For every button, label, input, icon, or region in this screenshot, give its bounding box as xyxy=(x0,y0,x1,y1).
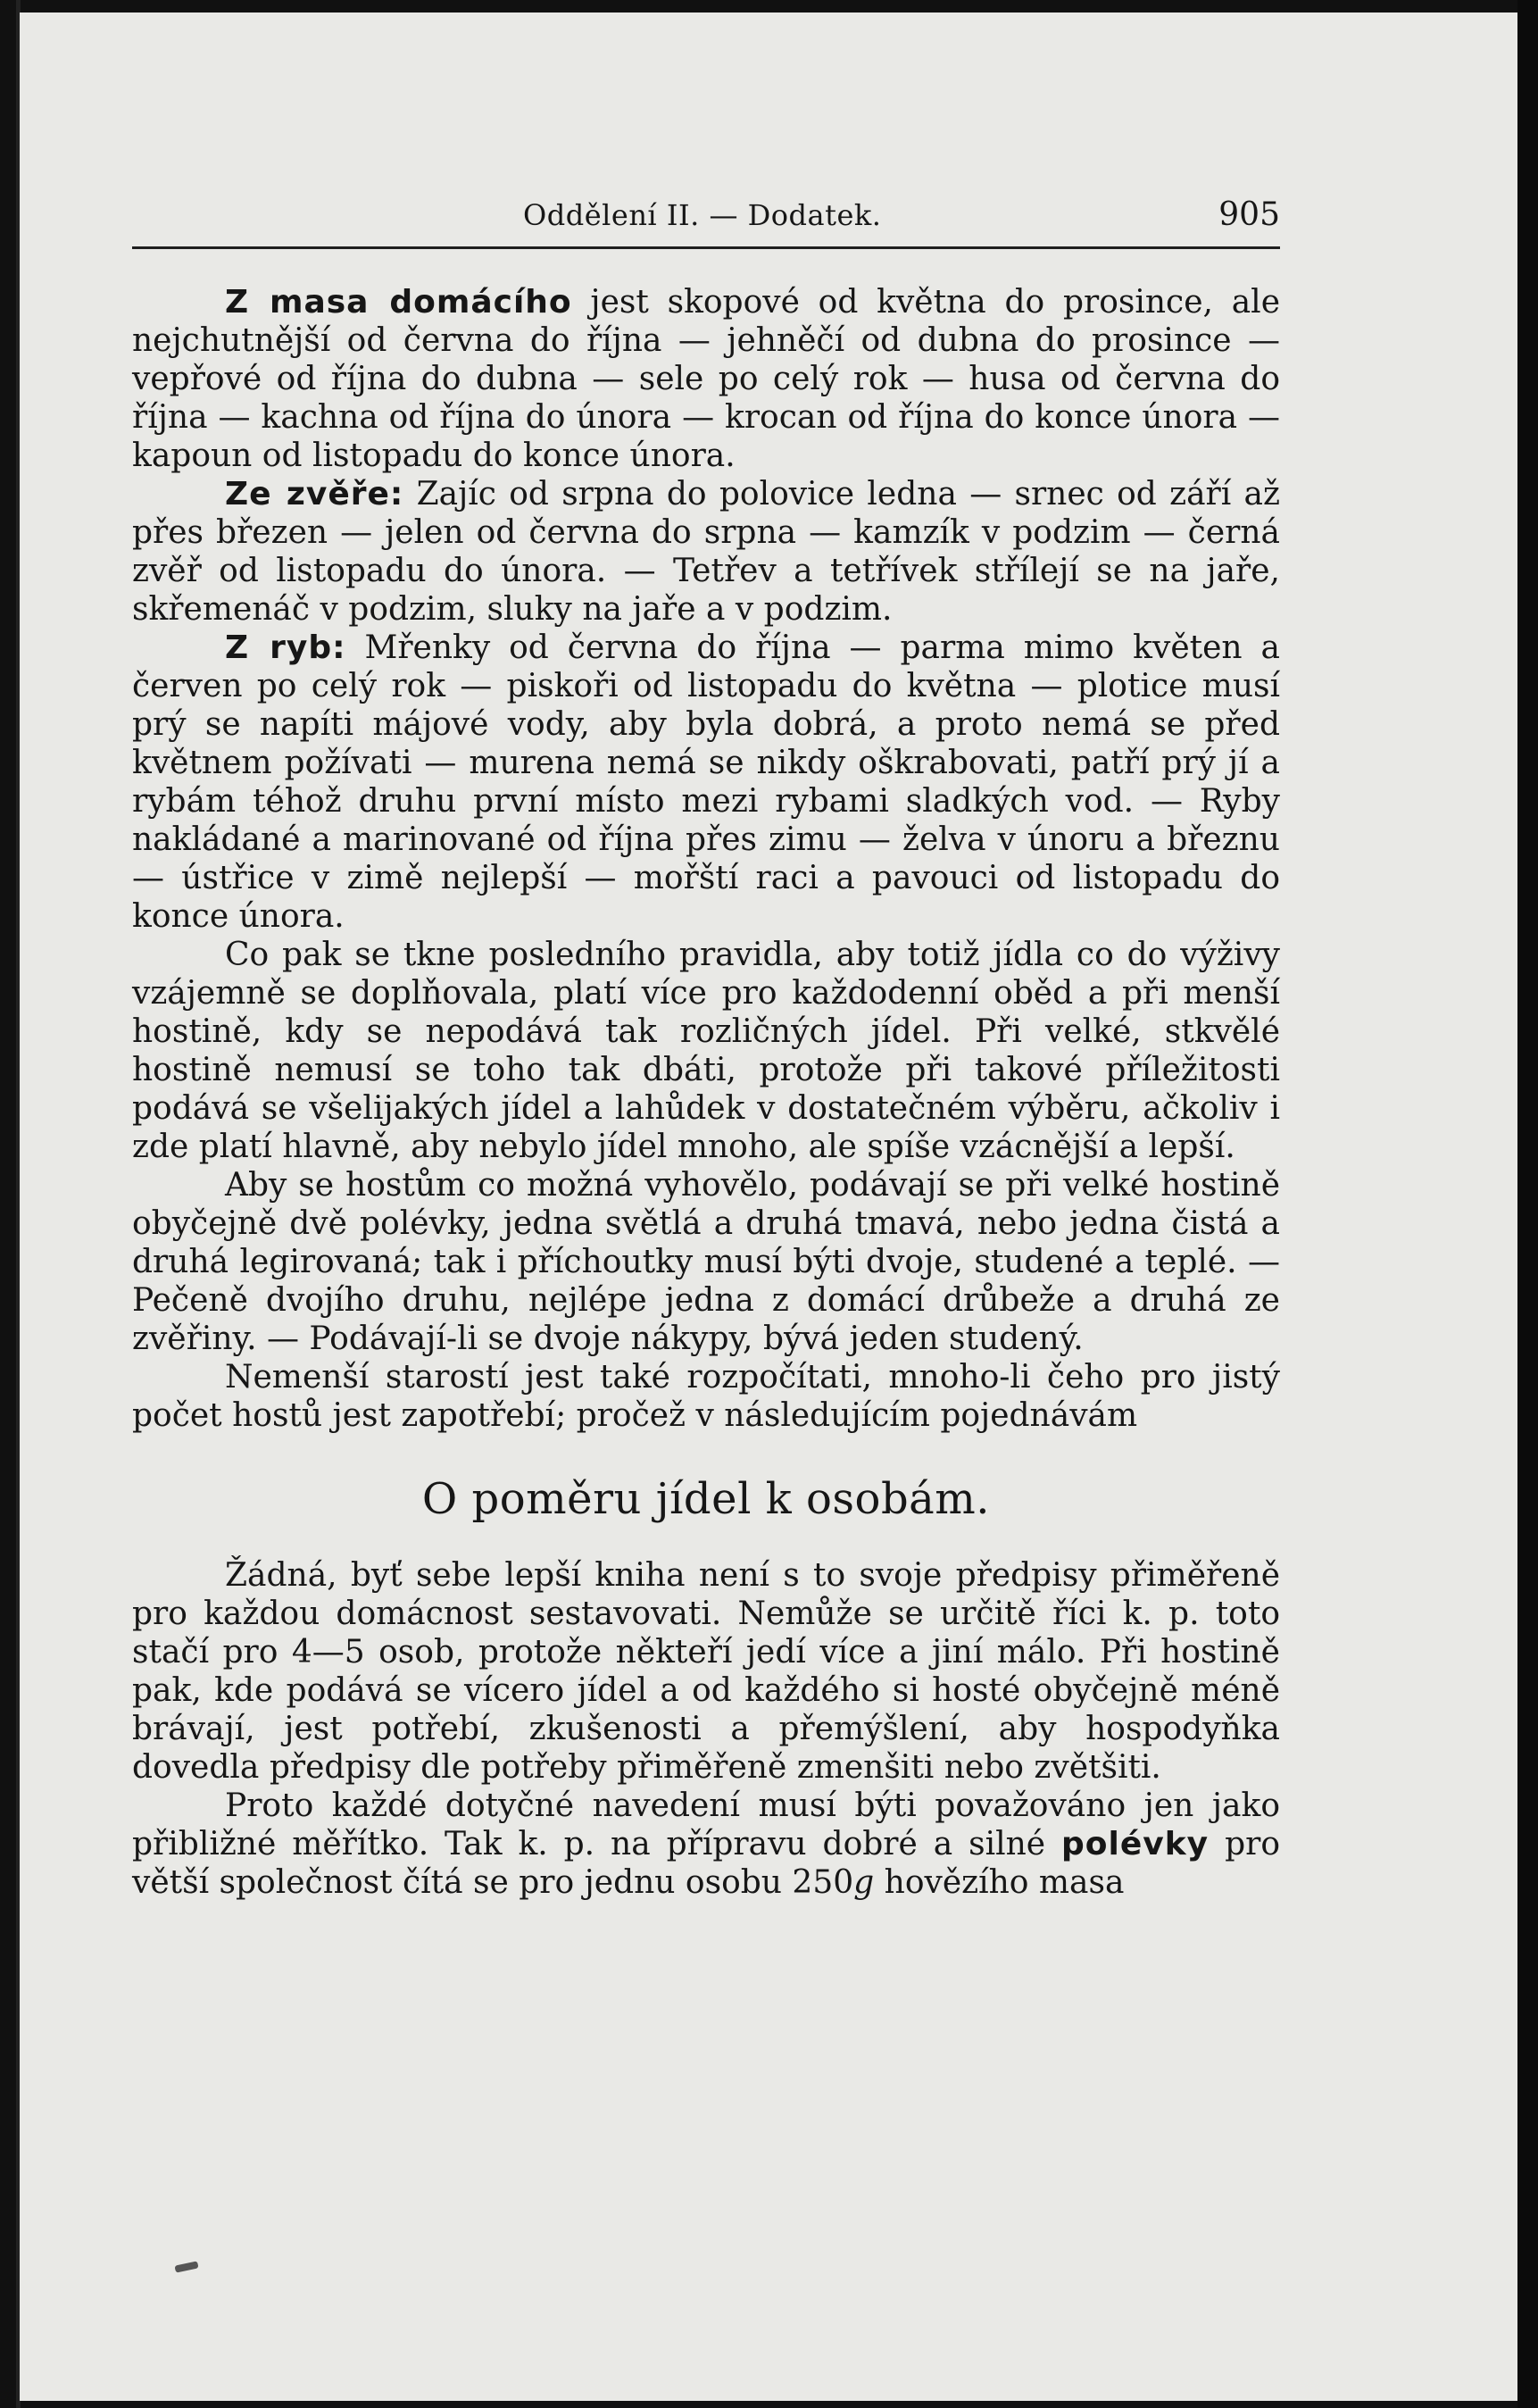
scan-right-edge xyxy=(1517,0,1538,2408)
unit-gram: g xyxy=(853,1864,875,1901)
emphasized-word: polévky xyxy=(1061,1826,1210,1862)
paragraph-text: hovězího masa xyxy=(874,1864,1125,1901)
paragraph-no-book: Žádná, byť sebe lepší kniha není s to svoje předpisy přiměřeně pro každou domácnost sestavovati. Nemůže se určitě říci k. p. toto stačí pro 4—5 osob, protože někteří jedí více a jiní málo. Při hostině pak, kde podává se vícero jídel a od každého si hosté obyčejně méně brávají, jest potřebí, zkušenosti a přemýšlení, aby hospodyňka dovedla předpisy dle potřeby přiměřeně zmenšiti nebo zvětšiti. xyxy=(132,1557,1280,1786)
paragraph-text: Zajíc od srpna do polovice ledna — srnec od září až přes březen — jelen od června do srpna — kamzík v podzim — černá zvěř od listopadu do února. — Tetřev a tetřívek střílejí se na jaře, skřemenáč v podzim, sluky na jaře a v podzim. xyxy=(132,476,1280,628)
body-text xyxy=(132,283,1280,1902)
paragraph-game xyxy=(132,475,1280,629)
paragraph-meat xyxy=(132,283,1280,475)
paragraph-text: Mřenky od června do října — parma mimo květen a červen po celý rok — piskoři od listopadu do května — plotice musí prý se napíti májové vody, aby byla dobrá, a proto nemá se před květnem požívati — murena nemá se nikdy oškrabovati, patří prý jí a rybám téhož druhu první místo mezi rybami sladkých vod. — Ryby nakládané a marinované od října přes zimu — želva v únoru a březnu — ústřice v zimě nejlepší — mořští raci a pavouci od listopadu do konce února. xyxy=(132,629,1280,935)
paragraph-measure xyxy=(132,1787,1280,1902)
page-number: 905 xyxy=(1218,196,1280,233)
paragraph-calculation: Nemenší starostí jest také rozpočítati, mnoho-li čeho pro jistý počet hostů jest zapotřebí; pročež v následujícím pojednávám xyxy=(132,1359,1280,1434)
paragraph-lead: Z masa domácího xyxy=(225,284,572,321)
paragraph-lead: Ze zvěře: xyxy=(225,476,404,512)
page-content xyxy=(132,193,1280,1902)
paragraph-text: Proto každé dotyčné navedení musí býti považováno jen jako přibližné měřítko. Tak k. p. na přípravu dobré a silné xyxy=(132,1787,1280,1862)
paragraph-soups: Aby se hostům co možná vyhovělo, podávají se při velké hostině obyčejně dvě polévky, jedna světlá a druhá tmavá, nebo jedna čistá a druhá legirovaná; tak i příchoutky musí býti dvoje, studené a teplé. — Pečeně dvojího druhu, nejlépe jedna z domácí drůbeže a druhá ze zvěřiny. — Podávají-li se dvoje nákypy, bývá jeden studený. xyxy=(132,1167,1280,1357)
paragraph-text: jest skopové od května do prosince, ale nejchutnější od června do října — jehněčí od dubna do prosince — vepřové od října do dubna — sele po celý rok — husa od června do října — kachna od října do února — krocan od října do konce února — kapoun od listopadu do konce února. xyxy=(132,284,1280,474)
paragraph-fish xyxy=(132,629,1280,936)
section-heading: O poměru jídel k osobám. xyxy=(421,1474,991,1524)
running-head: Oddělení II. — Dodatek. xyxy=(523,198,882,232)
paragraph-lead: Z ryb: xyxy=(225,629,346,666)
paragraph-text: pro větší společnost čítá se pro jednu osobu 250 xyxy=(132,1826,1280,1901)
page-header xyxy=(132,193,1280,249)
paragraph-last-rule: Co pak se tkne posledního pravidla, aby totiž jídla co do výživy vzájemně se doplňovala, platí více pro každodenní oběd a při menší hostině, kdy se nepodává tak rozličných jídel. Při velké, stkvělé hostině nemusí se toho tak dbáti, protože při takové příležitosti podává se všelijakých jídel a lahůdek v dostatečném výběru, ačkoliv i zde platí hlavně, aby nebylo jídel mnoho, ale spíše vzácnější a lepší. xyxy=(132,937,1280,1165)
